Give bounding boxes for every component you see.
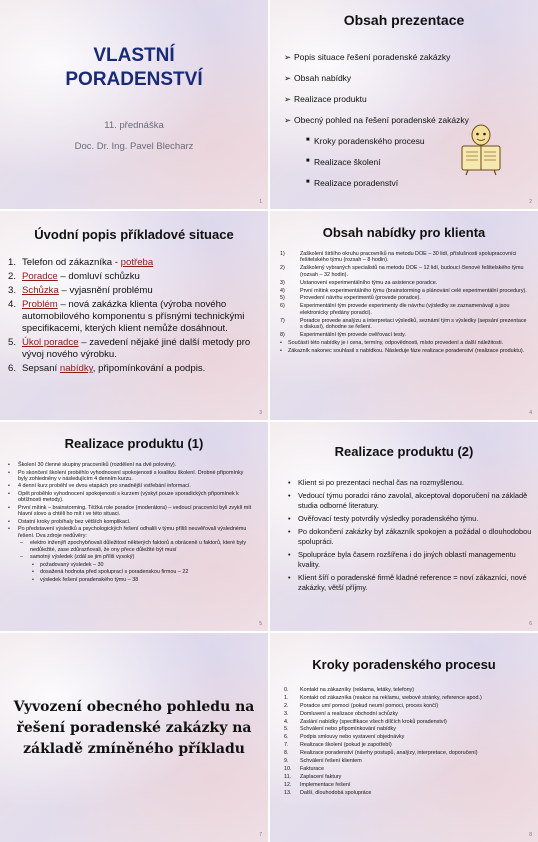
list-item <box>280 295 530 301</box>
item-text: Popis situace řešení poradenské zakázky <box>294 52 451 62</box>
item-text: Telefon od zákazníka - <box>22 257 121 268</box>
item-number: 6. <box>284 734 289 741</box>
list-item <box>284 52 514 62</box>
item-text: Opět proběhlo vyhodnocení spokojenosti s kurzem (výskyt pouze sporadických připomínek k obtížnosti metody). <box>18 491 239 504</box>
item-number: 5. <box>284 726 289 733</box>
item-text: Realizace produktu <box>294 94 367 104</box>
item-number: 6) <box>280 303 285 310</box>
list-item <box>284 774 532 780</box>
item-text: elektro inženýři zpochybňovali důležitost některých faktorů a obráceně u faktorů, které byly nedůležité, zase zdůrazňovali, že ony přece důležité být musí <box>30 540 247 553</box>
item-text: Další, dlouhodobá spolupráce <box>300 789 372 796</box>
list-item <box>8 505 254 518</box>
item-text: Součástí této nabídky je i cena, termíny, odpovědnosti, místo provedení a další náležitosti. <box>288 339 504 346</box>
item-link[interactable]: Schůzka <box>22 285 59 296</box>
list-item <box>284 719 532 725</box>
slide-title: Realizace produktu (1) <box>64 436 204 451</box>
item-text: Klient šíří o poradenské firmě kladné reference = noví zákazníci, nové zakázky, větší příjmy. <box>298 573 527 592</box>
list-item <box>284 750 532 756</box>
item-bullet: • <box>32 569 34 576</box>
item-number: 2. <box>284 702 289 709</box>
page-number: 4 <box>529 410 532 416</box>
subitem-text: Kroky poradenského procesu <box>314 136 425 146</box>
list-item <box>284 782 532 788</box>
list-subsubitem <box>8 577 254 583</box>
realization-list <box>288 478 532 596</box>
item-link[interactable]: nabídky <box>59 363 93 374</box>
list-item <box>8 271 256 283</box>
item-text: Poradce provede analýzu a interpretaci výsledků, seznámí tým s výsledky (sepsání prezentace s diskusí), dohodne se řešení. <box>300 317 527 331</box>
list-item <box>280 340 530 346</box>
item-number: 13. <box>284 789 292 796</box>
item-text: Experimentální tým provede experimenty dle návrhu (výsledky se zaznamenávají a jsou elektronicky předány poradci). <box>300 303 510 316</box>
page-number: 3 <box>259 410 262 416</box>
page-number: 5 <box>259 621 262 627</box>
item-text: Obecný pohled na řešení poradenské zakázky <box>294 115 469 125</box>
item-text: Po dokončení zakázky byl zákazník spokojen a požádal o dlouhodobou spolupráci. <box>298 527 532 546</box>
item-bullet: • <box>32 561 34 568</box>
item-text: Provedení návrhu experimentů (provede poradce). <box>300 295 421 302</box>
list-item <box>288 550 532 570</box>
list-item <box>284 703 532 709</box>
item-text: Kontakt na zákazníky (reklama, letáky, telefony) <box>300 687 415 693</box>
list-item <box>288 491 532 511</box>
item-text: Klient si po prezentaci nechal čas na rozmyšlenou. <box>298 478 464 487</box>
item-text: Ostatní kroky probíhaly bez větších komplikací. <box>18 518 131 525</box>
slide-offer-contents <box>270 211 538 420</box>
subitem-text: Realizace školení <box>314 157 381 167</box>
list-item <box>284 742 532 748</box>
steps-list <box>8 257 256 377</box>
list-item <box>284 758 532 764</box>
list-item <box>280 303 530 316</box>
item-text: Školení 30 členné skupiny pracovníků (rozdělení na dvě poloviny). <box>18 462 177 468</box>
list-item <box>284 687 532 693</box>
page-number: 6 <box>529 621 532 627</box>
slide-product-realization-1 <box>0 422 268 631</box>
item-text: Fakturace <box>300 765 324 772</box>
list-item <box>280 332 530 338</box>
list-item <box>280 280 530 286</box>
list-item <box>284 734 532 740</box>
page-number: 1 <box>259 199 262 205</box>
item-number: 1) <box>280 251 285 257</box>
item-number: 12. <box>284 781 292 788</box>
list-item <box>284 726 532 732</box>
list-item <box>8 483 254 489</box>
item-bullet: • <box>8 526 10 533</box>
item-bullet: • <box>280 347 282 354</box>
list-item <box>8 526 254 539</box>
list-item <box>288 478 532 488</box>
bullet-icon: • <box>288 527 291 536</box>
list-item <box>8 257 256 269</box>
list-item <box>284 711 532 717</box>
list-item <box>288 527 532 547</box>
list-item <box>284 94 514 104</box>
arrow-bullet-icon: ➢ <box>284 73 292 83</box>
item-text: výsledek řešení poradenského týmu – 38 <box>40 577 139 584</box>
arrow-bullet-icon: ➢ <box>284 52 292 62</box>
item-text: Zaplacení faktury <box>300 773 342 780</box>
list-subsubitem <box>8 569 254 575</box>
item-text: Podpis smlouvy nebo vystavení objednávky <box>300 734 405 741</box>
item-text: Implementace řešení <box>300 781 351 788</box>
list-item <box>8 519 254 525</box>
item-number: 4) <box>280 287 285 294</box>
item-number: 9. <box>284 758 289 765</box>
item-text: Schválení nebo připomínkování nabídky <box>300 726 396 733</box>
item-text: požadovaný výsledek – 30 <box>40 561 104 568</box>
item-text: Zaškolený vybraných specialistů na metodu DOE – 12 lidí, budoucí členové řešitelského týmu (rozsah – 32 hodin). <box>300 265 524 278</box>
offer-list <box>280 251 530 356</box>
item-text: Vedoucí týmu poradci ráno zavolal, akceptoval doporučení na základě studia odborné literatury. <box>298 491 528 510</box>
list-item <box>284 790 532 796</box>
item-text: První mítink experimentálního týmu (brainstorming a plánování celé experimentální procedury). <box>300 287 527 294</box>
item-text: , připomínkování a podpis. <box>92 363 206 374</box>
slide-title: Realizace produktu (2) <box>334 444 474 459</box>
item-number: 2. <box>8 271 17 282</box>
item-text: samotný výsledek (zdál se jim příliš vysoký) <box>30 554 135 561</box>
list-item <box>8 285 256 297</box>
item-number: 2) <box>280 265 285 272</box>
list-item <box>8 470 254 483</box>
item-text: První mítink – brainstorming. Těžká role poradce (moderátora) – vedoucí pracovníci byli zvyklí mít hlavní slovo a chtěli ho mít i ve této situaci. <box>18 504 252 518</box>
list-item <box>280 348 530 354</box>
item-number: 5. <box>8 337 17 348</box>
bullet-icon: • <box>288 491 291 500</box>
item-number: 3) <box>280 279 285 286</box>
slide-title: Obsah nabídky pro klienta <box>322 225 486 240</box>
author: Doc. Dr. Ing. Pavel Blecharz <box>74 141 194 152</box>
slide-title: Kroky poradenského procesu <box>312 657 496 672</box>
item-text: – domluví schůzku <box>57 271 140 282</box>
list-item <box>288 514 532 524</box>
list-item <box>280 318 530 331</box>
item-text: Experimentální tým provede ověřovací testy. <box>300 331 406 338</box>
item-bullet: • <box>32 577 34 584</box>
list-item <box>8 491 254 504</box>
list-subitem <box>8 554 254 560</box>
item-text: Ověřovací testy potvrdily výsledky poradenského týmu. <box>298 514 479 523</box>
item-number: 3. <box>284 710 289 717</box>
item-bullet: – <box>20 540 23 547</box>
book-character-icon <box>458 122 504 176</box>
page-number: 8 <box>529 832 532 838</box>
item-bullet: • <box>8 491 10 498</box>
item-text: Po představení výsledků a psychologických řešení odhalili v týmu příliš neuvěřovali výslednému řešení. Dva zdroje nedůvěry: <box>18 526 247 539</box>
item-bullet: – <box>20 554 23 561</box>
bullet-icon: • <box>288 514 291 523</box>
title-line-2: PORADENSTVÍ <box>65 69 203 90</box>
bullet-icon: • <box>288 478 291 487</box>
item-text: Spolupráce byla časem rozšířena i do jiných oblastí managementu kvality. <box>298 550 516 569</box>
item-number: 7) <box>280 317 285 324</box>
slide-general-view <box>0 633 268 842</box>
list-item <box>8 337 256 361</box>
item-text: – zavedení nějaké jiné další metody pro vývoj nového výrobku. <box>22 337 251 360</box>
slide-title: Vyvození obecného pohledu na řešení poradenské zakázky na základě zmíněného příkladu <box>13 699 255 757</box>
square-bullet-icon: ■ <box>306 137 310 143</box>
item-bullet: • <box>8 462 10 468</box>
item-text: Sepsaní <box>22 363 60 374</box>
item-bullet: • <box>8 469 10 476</box>
list-item <box>8 363 256 375</box>
list-item <box>284 766 532 772</box>
item-number: 4. <box>284 718 289 725</box>
item-text: Domluvení a realizace obchodní schůzky <box>300 710 398 717</box>
slide-contents <box>270 0 538 209</box>
item-number: 5) <box>280 295 285 302</box>
slide-product-realization-2 <box>270 422 538 631</box>
list-item <box>280 265 530 278</box>
item-text: 4 denní kurz proběhl ve dvou etapách pro snadnější vstřebání informací. <box>18 483 191 490</box>
item-text: Zákazník nakonec souhlasil s nabídkou. Následuje fáze realizace poradenství (realizace produktu). <box>288 347 525 354</box>
list-item <box>8 299 256 335</box>
item-number: 10. <box>284 765 292 772</box>
list-subitem <box>8 540 254 553</box>
page-number: 2 <box>529 199 532 205</box>
item-text: – nová zakázka klienta (výroba nového automobilového komponentu s přísnými technickými specifikacemi, kterých klient nemůže dosáhnout. <box>22 299 245 334</box>
item-number: 1. <box>284 694 289 701</box>
bullet-icon: • <box>288 573 291 582</box>
list-item <box>280 251 530 264</box>
page-number: 7 <box>259 832 262 838</box>
list-item <box>284 695 532 701</box>
slide-title: Úvodní popis příkladové situace <box>34 227 234 242</box>
item-text: Ustanovení experimentálního týmu za asistence poradce. <box>300 279 438 286</box>
item-text: Po skončení školení proběhlo vyhodnocení spokojenosti s kvalitou školení. Drobné připomínky byly zohledněny v následujícím 4 denním kurzu. <box>18 469 244 482</box>
item-number: 4. <box>8 299 17 310</box>
presentation-title <box>0 44 268 92</box>
item-text: Poradce umí pomoci (pokud neumí pomoci, proces končí) <box>300 702 439 709</box>
item-text: Zaškolení širšího okruhu pracovníků na metodu DOE – 30 lidí, příslušnosti spolupracovníci řešitelského týmu (rozsah – 8 hodin). <box>300 251 517 264</box>
list-item <box>284 73 514 83</box>
lecture-number: 11. přednáška <box>104 120 164 131</box>
item-number: 8) <box>280 331 285 338</box>
bullet-icon: • <box>288 550 291 559</box>
slide-process-steps <box>270 633 538 842</box>
item-bullet: • <box>280 339 282 346</box>
arrow-bullet-icon: ➢ <box>284 115 292 125</box>
list-item <box>280 288 530 294</box>
item-bullet: • <box>8 518 10 525</box>
arrow-bullet-icon: ➢ <box>284 94 292 104</box>
subitem-text: Realizace poradenství <box>314 178 399 188</box>
item-text: dosažená hodnota před spoluprací s poradenskou firmou – 22 <box>40 569 189 576</box>
slide-title: Obsah prezentace <box>343 12 465 28</box>
slide-intro-situation <box>0 211 268 420</box>
square-bullet-icon: ■ <box>306 179 310 185</box>
title-line-1: VLASTNÍ <box>93 45 175 66</box>
item-link[interactable]: Poradce <box>22 271 58 282</box>
process-steps-list <box>284 687 532 797</box>
item-text: Realizace poradenství (návrhy postupů, analýzy, interpretace, doporučení) <box>300 750 478 757</box>
list-item <box>288 573 532 593</box>
slide-title <box>0 0 268 209</box>
item-text: Zaslání nabídky (specifikace všech dílčích kroků poradenství) <box>300 718 447 725</box>
list-item <box>8 462 254 468</box>
item-number: 1. <box>8 257 17 268</box>
item-bullet: • <box>8 504 10 511</box>
item-text: – vyjasnění problému <box>58 285 153 296</box>
item-link[interactable]: potřeba <box>120 257 154 268</box>
item-number: 6. <box>8 363 17 374</box>
item-number: 7. <box>284 742 289 749</box>
item-bullet: • <box>8 483 10 490</box>
item-link[interactable]: Problém <box>22 299 58 310</box>
list-subitem <box>284 178 514 188</box>
realization-list <box>8 462 254 585</box>
list-subsubitem <box>8 562 254 568</box>
item-text: Schválení řešení klientem <box>300 758 362 765</box>
item-text: Obsah nabídky <box>294 73 352 83</box>
item-text: Realizace školení (pokud je zapotřebí) <box>300 742 392 749</box>
item-number: 3. <box>8 285 17 296</box>
item-text: Kontakt od zákazníka (reakce na reklamu, webové stránky, reference apod.) <box>300 694 482 701</box>
item-number: 11. <box>284 773 292 780</box>
item-number: 0. <box>284 687 289 693</box>
item-link[interactable]: Úkol poradce <box>22 337 79 348</box>
item-number: 8. <box>284 750 289 757</box>
square-bullet-icon: ■ <box>306 158 310 164</box>
